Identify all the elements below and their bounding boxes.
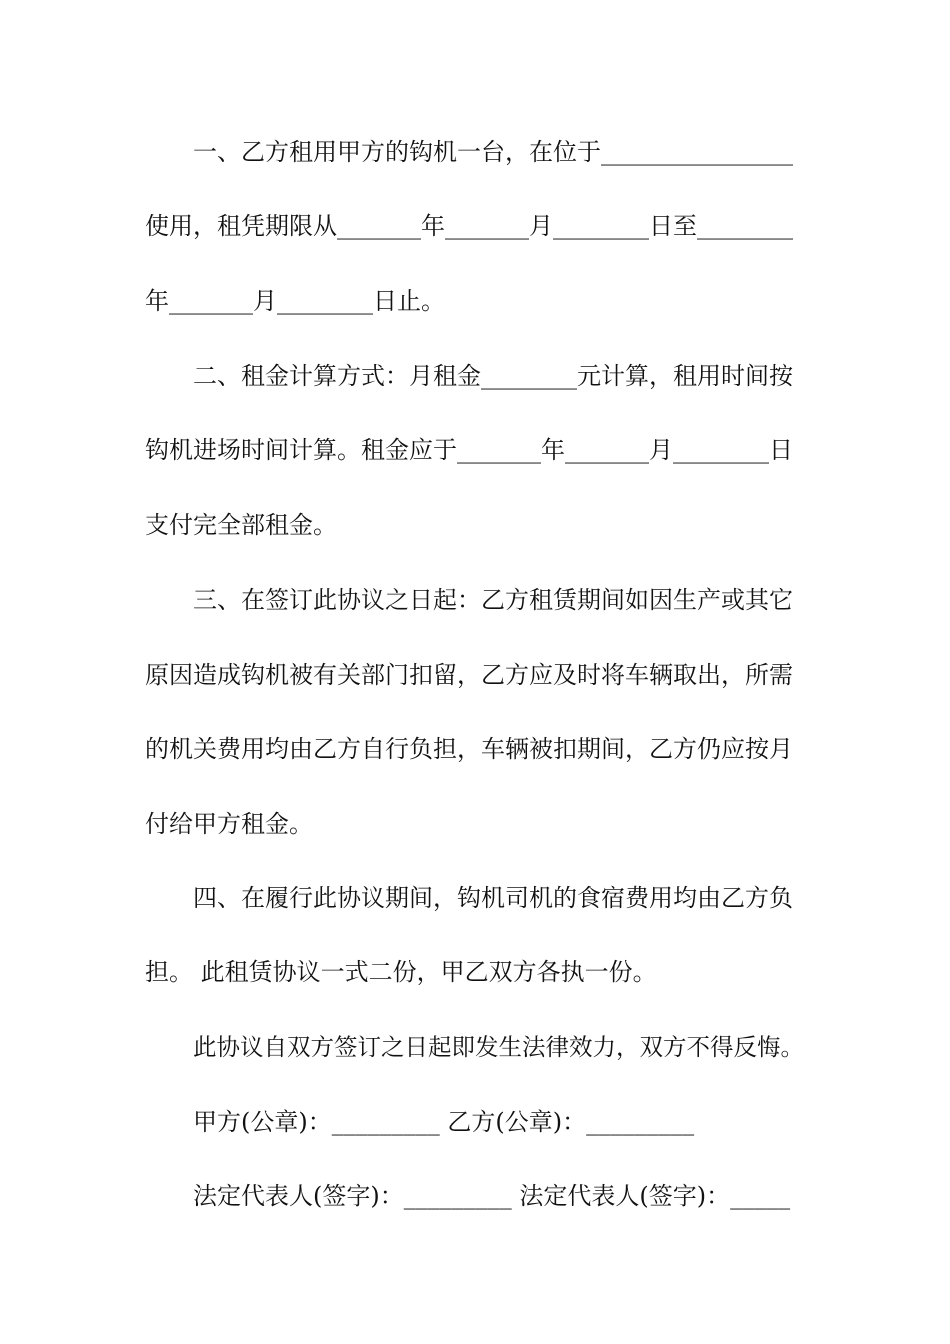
clause-3-line-4: 付给甲方租金。	[145, 810, 313, 838]
clause-4-line-1: 四、在履行此协议期间，钩机司机的食宿费用均由乙方负	[193, 884, 793, 912]
clause-2-line-1: 二、租金计算方式：月租金________元计算，租用时间按	[193, 362, 793, 390]
clause-3-line-3: 的机关费用均由乙方自行负担，车辆被扣期间，乙方仍应按月	[145, 735, 793, 763]
clause-4-line-2: 担。 此租赁协议一式二份，甲乙双方各执一份。	[145, 958, 657, 986]
clause-1-line-2: 使用，租凭期限从_______年_______月________日至________	[145, 212, 793, 240]
clause-3-line-2: 原因造成钩机被有关部门扣留，乙方应及时将车辆取出，所需	[145, 661, 793, 689]
clause-1-line-1: 一、乙方租用甲方的钩机一台，在位于________________	[193, 138, 793, 166]
clause-2-line-3: 支付完全部租金。	[145, 511, 337, 539]
effect-clause: 此协议自双方签订之日起即发生法律效力，双方不得反悔。	[193, 1033, 804, 1061]
clause-1-line-3: 年_______月________日止。	[145, 287, 445, 315]
signature-line: 法定代表人(签字)：_________ 法定代表人(签字)：_____	[193, 1182, 791, 1210]
clause-2-line-2: 钩机进场时间计算。租金应于_______年_______月________日	[145, 436, 793, 464]
seal-line: 甲方(公章)：_________ 乙方(公章)：_________	[193, 1108, 695, 1136]
clause-3-line-1: 三、在签订此协议之日起：乙方租赁期间如因生产或其它	[193, 586, 793, 614]
